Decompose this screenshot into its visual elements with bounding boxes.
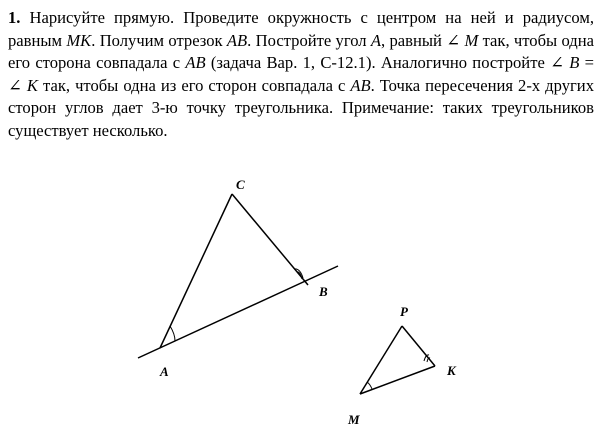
- var-k: K: [26, 75, 38, 95]
- label-a: A: [160, 364, 169, 379]
- side-pk: [402, 326, 435, 366]
- label-b: B: [319, 284, 328, 299]
- var-mk: MK: [66, 30, 92, 50]
- text-part: = ∠: [8, 53, 595, 95]
- side-mp: [360, 326, 402, 394]
- var-ab: AB: [350, 75, 371, 95]
- text-part: . Постройте угол: [247, 30, 371, 50]
- side-ac: [160, 194, 232, 348]
- var-ab: AB: [185, 53, 206, 72]
- text-part: Нарисуйте прямую. Проведите окружность с центром на ней и радиусом, равным: [8, 8, 594, 50]
- label-c: C: [236, 177, 245, 192]
- var-ab: AB: [226, 30, 248, 50]
- side-bc: [232, 194, 308, 285]
- var-m: M: [464, 30, 479, 50]
- angle-arc-a: [170, 326, 175, 341]
- side-mk: [360, 366, 435, 394]
- text-part: , равный ∠: [381, 30, 465, 50]
- angle-arc-m: [367, 382, 372, 389]
- text-part: так, чтобы одна его сторона совпадала с: [8, 30, 594, 72]
- base-line: [138, 266, 338, 358]
- label-m: M: [348, 412, 360, 427]
- problem-number: 1.: [8, 8, 21, 27]
- label-p: P: [400, 304, 408, 319]
- text-part: . Получим отрезок: [91, 30, 227, 50]
- text-part: так, чтобы одна из его сторон совпадала с: [38, 75, 351, 95]
- text-part: (задача Вар. 1, С-12.1). Аналогично постройте ∠: [205, 53, 570, 72]
- var-b: B: [569, 53, 580, 72]
- label-k: K: [447, 363, 456, 378]
- var-a: A: [370, 30, 382, 50]
- text-part: . Точка пересечения 2-х других сторон углов дает 3-ю точку треугольника. Примечание: таких треугольников существует несколько.: [8, 75, 594, 140]
